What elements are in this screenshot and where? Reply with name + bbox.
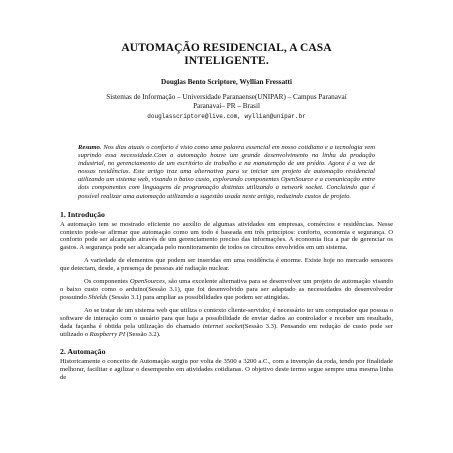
intro-p4-part-b: (Sessão 3.3). Pensando em redução de custo pode ser utilizado o [60,322,393,338]
affiliation [60,93,393,111]
intro-p3-term-shields: Shields [88,293,108,301]
intro-p3-term-opensources: OpenSources [129,278,165,286]
intro-p3-part-a: Os componentes [84,278,130,286]
intro-paragraph-4 [60,307,393,339]
intro-p4-part-a: Ao se tratar de um sistema web que utiliza o contexto cliente-servidor, é necessário ter um computador que possua o software de interação com o usuário para que haja a possibilidade de enviar dados ao controlador e receber um resultado, dada façanha é obtida pela utilização do chamado [60,306,393,330]
automacao-paragraph-1: Historicamente o conceito de Automação surgiu por volta de 3500 a 3200 a.C., com a invenção da roda, tendo por finalidade melhorar, facilitar e agilizar o desempenho em atividades cotidianas. O objetivo deste termo segue sempre uma mesma linha de [60,358,393,382]
abstract-text: . Nos dias atuais o conforto é visto como uma palavra essencial em nosso cotidiano e a tecnologia vem suprindo essa necessidade.Com a automação houve um grande desenvolvimento na linha da produção industrial, no gerenciamento de um escritório de trabalho e na manutenção de um prédio. Agora é a vez de nossas residências. Este artigo traz uma alternativa para se iniciar um projeto de automação residencial utilizando um sistema web, visando o baixo custo, explorando componentes OpenSource e a comunicação entre dois componentes com linguagens de programação distintas utilizando a network socket. Concluindo que é possível realizar uma automação utilizando a sugestão usada neste artigo, reduzindo custos de projeto. [78,144,375,200]
section-heading-automacao: 2. Automação [60,347,106,357]
intro-paragraph-2: A variedade de elementos que podem ser inseridas em uma residência é enorme. Existe hoje no mercado sensores que detectam, desde, a presença de pessoas até radiação nuclear. [60,257,393,273]
intro-paragraph-1: A automação tem se mostrado eficiente no auxílio de algumas atividades em empresas, comércios e residências. Nesse contexto pode-se afirmar que automação como um todo é baseada em três princípios: conforto, economia e segurança. O conforto pode ser alcançado através de um gerenciamento preciso das informações. A economia fica a par de gerenciar os gastos. A segurança pode ser alcançada pelo monitoramento de todos os circuitos envolvidos em um sistema. [60,220,393,252]
intro-p4-term-raspberry-pi: Raspberry PI [89,330,126,338]
intro-paragraph-3 [60,278,393,302]
affiliation-line-1: Sistemas de Informação – Universidade Paranaense(UNIPAR) – Campus Paranavaí [106,93,347,101]
paper-title [60,0,393,68]
affiliation-line-2: Paranavaí– PR – Brasil [193,102,260,110]
abstract-label: Resumo [78,144,100,151]
author-emails: douglasscriptore@live.com, wyllian@unipar.br [147,113,306,120]
abstract [78,144,375,201]
intro-p4-term-internet-socket: internet socket [202,322,243,330]
title-line-2: INTELIGENTE. [184,55,269,67]
intro-p3-part-c: (Sessão 3.1) para ampliar as possibilidades que podem ser atingidas. [107,293,290,301]
section-heading-introducao: 1. Introdução [60,209,105,219]
intro-p3-part-b: , são uma excelente alternativa para se desenvolver um projeto de automação visando o baixo custo como o arduino(Sessão 3.1), que foi desenvolvido para ser adaptado as necessidades do desenvolvedor possuindo [60,278,393,301]
intro-p4-part-c: (Sessão 3.2). [125,330,161,338]
title-line-1: AUTOMAÇÃO RESIDENCIAL, A CASA [121,42,332,54]
authors: Douglas Bento Scriptore, Wyllian Fressatti [161,78,292,86]
